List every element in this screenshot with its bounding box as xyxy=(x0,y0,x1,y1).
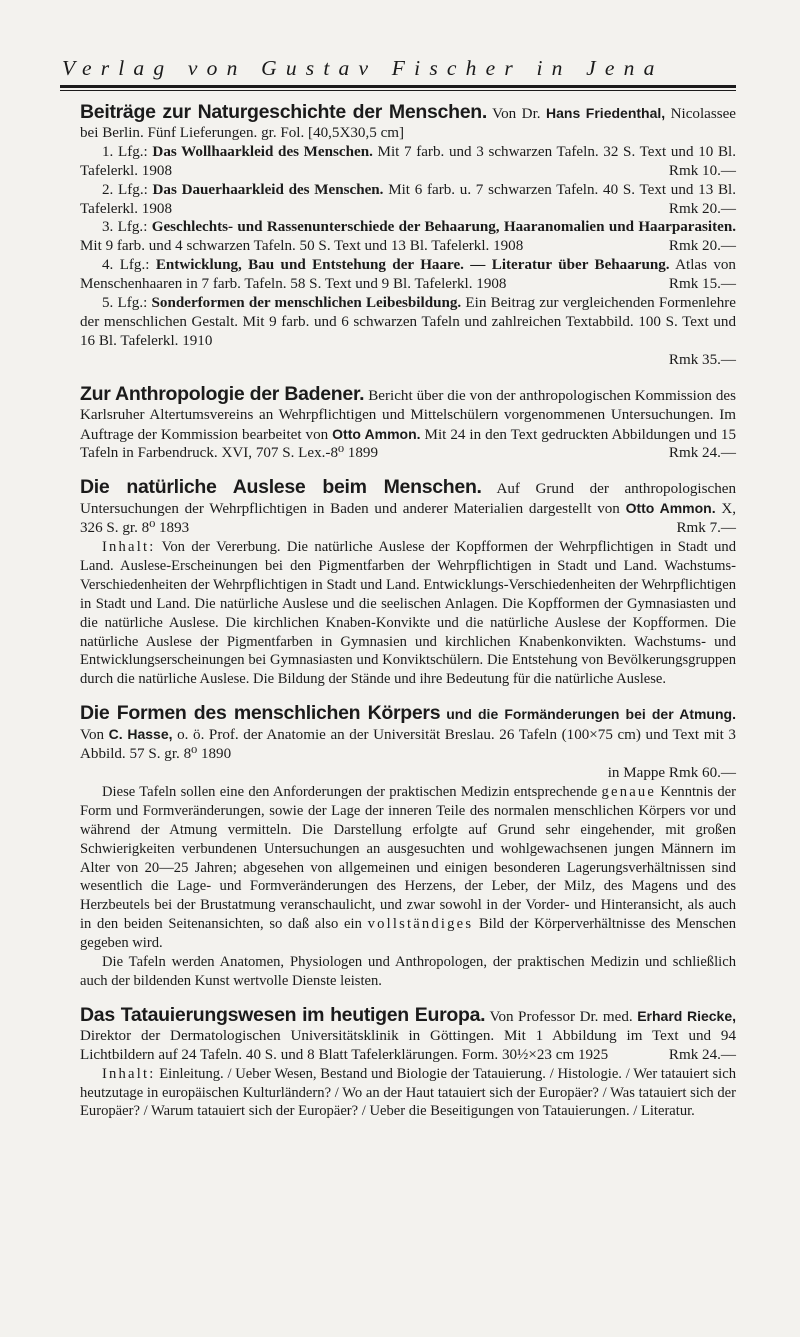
entry-heading xyxy=(80,103,736,143)
entry-text: o. ö. Prof. der Anatomie an der Universität Breslau. 26 Tafeln (100×75 cm) und Text mit 3 Abbild. 57 S. gr. 8⁰ 1890 xyxy=(80,727,736,763)
volume-label: 1. Lfg.: xyxy=(102,143,148,160)
entry-title: Die natürliche Auslese beim Menschen. xyxy=(80,476,482,499)
author-name: Erhard Riecke, xyxy=(637,1007,736,1024)
entry-title: Das Tatauierungswesen im heutigen Europa. xyxy=(80,1003,486,1026)
entry-tatauierungswesen xyxy=(80,1003,736,1121)
volume-label: 5. Lfg.: xyxy=(102,295,148,312)
volume-text: Mit 7 farb. und 3 schwarzen Tafeln. 32 S. Text und 10 Bl. Tafelerkl. 1908 xyxy=(80,143,736,179)
volume-item xyxy=(80,294,736,351)
volume-label: 2. Lfg.: xyxy=(102,181,148,198)
volume-item xyxy=(80,181,736,219)
description-text: Kenntnis der Form und Formveränderungen, sowie der Lage der inneren Teile des normalen menschlichen Körpers vor und während der Atmung vermitteln. Die Darstellung erfolgte auf Grund sehr eingehender, mit großen Schwierigkeiten verbundenen Untersuchungen an ausgesuchten und wohlgewachsenen jungen Männern im Alter von 20—25 Jahren; abgesehen von allgemeinen und einigen besonderen Lagerungsverhältnissen sind wesentlich die Lage- und Formveränderungen des Herzens, der Leber, der Milz, des Magens und des Herzbeutels bei der Brustatmung veranschaulicht, und zwar sowohl in der Vorder- und Hinteransicht, als auch in den beiden Seitenansichten, so daß also ein xyxy=(80,783,736,933)
price: Rmk 10.— xyxy=(668,162,736,179)
contents-text: Einleitung. / Ueber Wesen, Bestand und Biologie der Tatauierung. / Histologie. / Wer tatauiert sich heutzutage in europäischen Kulturländern? / Wo an der Haut tatauiert sich der Europäer? / Was tatauiert sich der Europäer? / Warum tatauiert sich der Europäer? / Ueber die Beseitigungen von Tatauierungen. / Literatur. xyxy=(80,1065,736,1120)
entry-title: Beiträge zur Naturgeschichte der Menschen. xyxy=(80,101,487,123)
volume-title: Entwicklung, Bau und Entstehung der Haare. — Literatur über Behaarung. xyxy=(155,257,670,274)
contents-paragraph xyxy=(80,538,736,689)
description-text: Die Tafeln werden Anatomen, Physiologen und Anthropologen, der praktischen Medizin und schließlich auch der bildenden Kunst wertvolle Dienste leisten. xyxy=(80,954,736,989)
price-line xyxy=(80,764,736,783)
entry-text: Mit 24 in den Text gedruckten Abbildungen und 15 Tafeln in Farbendruck. XVI, 707 S. Lex.-8⁰ 1899 xyxy=(80,426,736,462)
price: Rmk 15.— xyxy=(668,276,736,293)
volume-item xyxy=(80,256,736,294)
price: Rmk 7.— xyxy=(676,520,736,537)
entry-paragraph xyxy=(80,1003,736,1065)
price: Rmk 20.— xyxy=(668,238,736,255)
volume-text: Atlas von Menschenhaaren in 7 farb. Tafeln. 58 S. Text und 9 Bl. Tafelerkl. 1908 xyxy=(80,257,736,293)
entry-text: Direktor der Dermatologischen Universitätsklinik in Göttingen. Mit 1 Abbildung im Text und 94 Lichtbildern auf 24 Tafeln. 40 S. und 8 Blatt Tafelerklärungen. Form. 30½×23 cm 1925 xyxy=(80,1027,736,1063)
price: Rmk 24.— xyxy=(668,445,736,462)
contents-label: Inhalt: xyxy=(102,1065,156,1082)
volume-item xyxy=(80,143,736,181)
author-name: Hans Friedenthal, xyxy=(546,105,666,121)
emphasis-text: vollständiges xyxy=(367,916,474,933)
volume-item xyxy=(80,218,736,256)
description-paragraph xyxy=(80,953,736,991)
running-head: Verlag von Gustav Fischer in Jena xyxy=(62,56,664,80)
volume-title: Sonderformen der menschlichen Leibesbildung. xyxy=(151,295,462,312)
entry-anthropologie-badener xyxy=(80,382,736,464)
entry-paragraph xyxy=(80,478,736,538)
header-rule-thick xyxy=(60,85,736,88)
volume-text: Ein Beitrag zur vergleichenden Formenlehre der menschlichen Gestalt. Mit 9 farb. und 6 schwarzen Tafeln und zahlreichen Textabbild. 100 S. Text und 16 Bl. Tafelerkl. 1910 xyxy=(80,295,736,349)
volume-label: 4. Lfg.: xyxy=(102,257,150,274)
emphasis-text: genaue xyxy=(601,783,657,800)
volume-title: Das Wollhaarkleid des Menschen. xyxy=(152,143,373,160)
description-text: Bild der Körperverhältnisse des Menschen gegeben wird. xyxy=(80,916,737,952)
price: in Mappe Rmk 60.— xyxy=(607,765,736,781)
price: Rmk 20.— xyxy=(668,200,736,217)
header-rule-thin xyxy=(60,90,736,91)
entry-text: Von xyxy=(80,727,105,744)
contents-paragraph xyxy=(80,1065,736,1122)
entry-details: Nicolassee bei Berlin. Fünf Lieferungen. gr. Fol. [40,5X30,5 cm] xyxy=(80,106,736,141)
author-name: Otto Ammon. xyxy=(625,500,716,517)
price-line xyxy=(80,351,736,370)
volume-text: Mit 6 farb. u. 7 schwarzen Tafeln. 40 S. Text und 13 Bl. Tafelerkl. 1908 xyxy=(80,181,736,217)
volume-title: Geschlechts- und Rassenunterschiede der Behaarung, Haaranomalien und Haarparasiten. xyxy=(151,219,736,236)
entry-text: Bericht über die von der anthropologischen Kommission des Karlsruher Altertumsvereins an Wehrpflichtigen und Mittelschülern vorgenommenen Untersuchungen. Im Auftrage der Kommission bearbeitet von xyxy=(80,387,736,443)
contents-text: Von der Vererbung. Die natürliche Auslese der Kopfformen der Wehrpflichtigen in Stadt und Land. Auslese-Erscheinungen bei den Pigmentfarben der Wehrpflichtigen in Stadt und Land. Wachstums-Verschiedenheiten der Wehrpflichtigen in Stadt und Land. Entwicklungs-Verschiedenheiten der Wehrpflichtigen in Stadt und Land. Die natürliche Auslese und die seelischen Anlagen. Die Kopfformen der Gymnasiasten und die natürliche Auslese. Die kirchlichen Knaben-Konvikte und die natürliche Auslese der Kopfformen. Die natürliche Auslese der Pigmentfarben in Gymnasien und kirchlichen Knabenkonvikten. Wachstums- und Entwicklungserscheinungen bei Gymnasiasten und Konviktschülern. Die Entstehung von Bevölkerungsgruppen durch die natürliche Auslese. Die Bildung der Stände und ihre Bedeutung für die natürliche Auslese. xyxy=(80,539,736,688)
entry-friedenthal xyxy=(80,103,736,370)
author-prefix: Von Dr. xyxy=(492,106,541,122)
entry-paragraph xyxy=(80,382,736,464)
author-name: Otto Ammon. xyxy=(332,425,421,442)
entry-text: Von Professor Dr. med. xyxy=(489,1008,633,1025)
volume-title: Das Dauerhaarkleid des Menschen. xyxy=(152,181,384,198)
catalog-content xyxy=(80,103,736,1136)
price: Rmk 24.— xyxy=(668,1046,736,1063)
entry-paragraph xyxy=(80,704,736,764)
entry-natuerliche-auslese xyxy=(80,478,736,689)
description-paragraph xyxy=(80,783,736,953)
volume-label: 3. Lfg.: xyxy=(102,219,148,236)
author-name: C. Hasse, xyxy=(108,726,173,743)
description-text: Diese Tafeln sollen eine den Anforderungen der praktischen Medizin entsprechende xyxy=(102,783,598,800)
entry-title: Zur Anthropologie der Badener. xyxy=(80,382,365,405)
entry-title: Die Formen des menschlichen Körpers xyxy=(80,702,441,725)
entry-text: X, 326 S. gr. 8⁰ 1893 xyxy=(80,501,737,537)
entry-text: Auf Grund der anthropologischen Untersuchungen der Wehrpflichtigen in Baden und anderer Materialien dargestellt von xyxy=(80,481,736,518)
volume-text: Mit 9 farb. und 4 schwarzen Tafeln. 50 S. Text und 13 Bl. Tafelerkl. 1908 xyxy=(80,238,524,255)
entry-formen-koerper xyxy=(80,704,736,991)
contents-label: Inhalt: xyxy=(102,539,156,556)
price: Rmk 35.— xyxy=(668,351,736,368)
entry-title-small: und die Formänderungen bei der Atmung. xyxy=(446,706,736,723)
